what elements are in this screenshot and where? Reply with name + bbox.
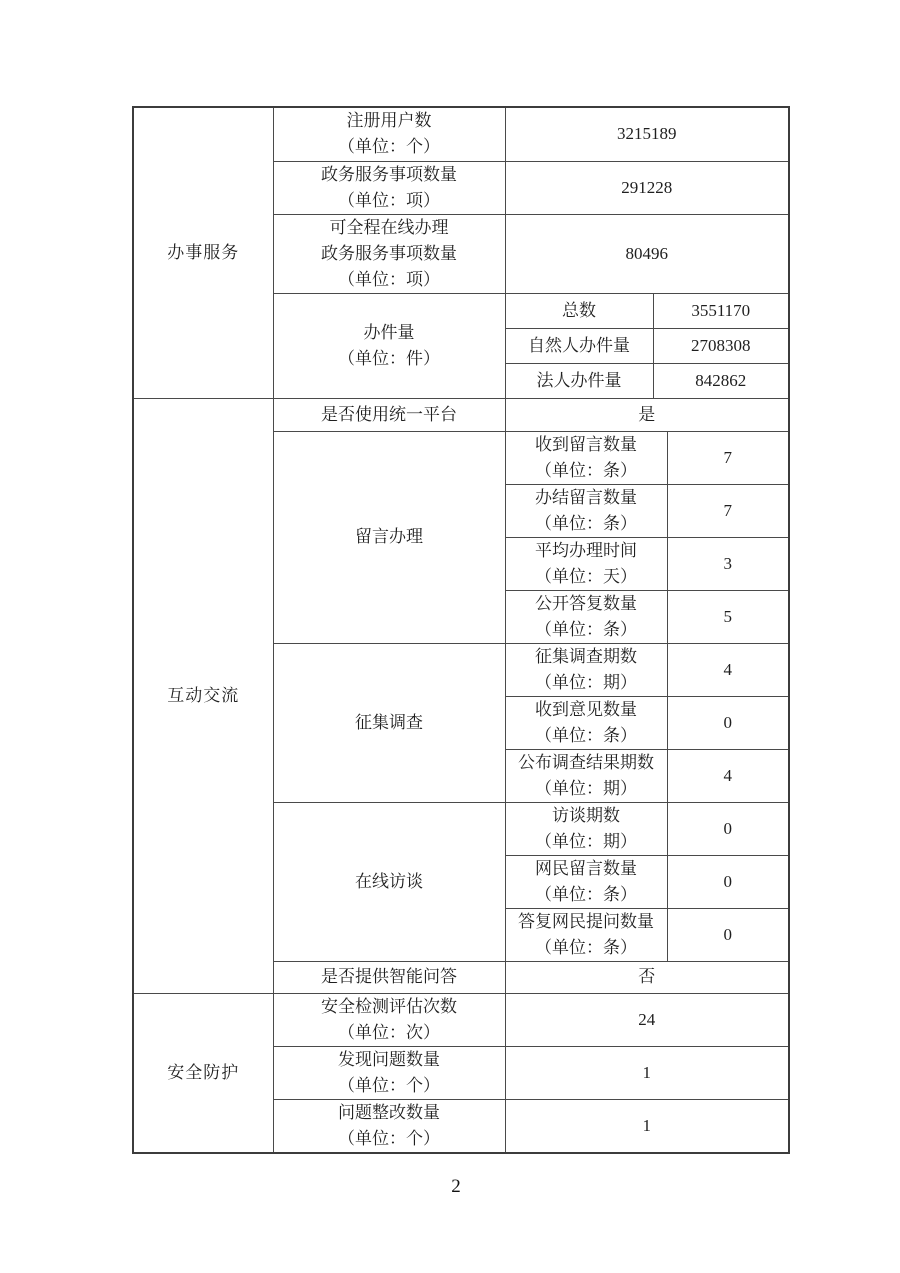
group-label-message-handling: 留言办理 [273, 431, 505, 643]
row-label-security-assessments [273, 993, 505, 1046]
row-unit-line: （单位：期） [535, 831, 637, 851]
value-service-items: 291228 [505, 161, 789, 214]
subrow-value-interview-periods: 0 [667, 802, 789, 855]
subrow-value-public-replies: 5 [667, 590, 789, 643]
row-label-smart-qa: 是否提供智能问答 [273, 961, 505, 993]
group-label-interview: 在线访谈 [273, 802, 505, 961]
subrow-label-netizen-questions-answered [505, 908, 667, 961]
row-label-line: 收到意见数量 [535, 699, 637, 719]
table-row [133, 107, 789, 161]
subrow-value-survey-periods: 4 [667, 643, 789, 696]
row-unit-line: （单位：条） [535, 937, 637, 957]
subrow-value-total: 3551170 [653, 293, 789, 328]
row-label-line: 收到留言数量 [535, 434, 637, 454]
subrow-label-average-handling-time [505, 537, 667, 590]
value-full-online-items: 80496 [505, 214, 789, 293]
row-unit-line: （单位：条） [535, 725, 637, 745]
group-label-survey: 征集调查 [273, 643, 505, 802]
subrow-value-opinions-received: 0 [667, 696, 789, 749]
value-problems-found: 1 [505, 1046, 789, 1099]
row-unit-line: （单位：个） [338, 1075, 440, 1095]
row-label-line: 安全检测评估次数 [321, 996, 457, 1016]
value-security-assessments: 24 [505, 993, 789, 1046]
row-unit-line: （单位：期） [535, 778, 637, 798]
table-row [133, 398, 789, 431]
row-label-line: 答复网民提问数量 [518, 911, 654, 931]
row-unit-line: （单位：天） [535, 566, 637, 586]
value-smart-qa: 否 [505, 961, 789, 993]
page-number: 2 [451, 1176, 461, 1197]
row-label-service-items [273, 161, 505, 214]
subrow-value-results-published: 4 [667, 749, 789, 802]
subrow-label-results-published [505, 749, 667, 802]
subrow-label-interview-periods [505, 802, 667, 855]
value-problems-rectified: 1 [505, 1099, 789, 1153]
row-label-case-volume [273, 293, 505, 398]
subrow-label-netizen-messages [505, 855, 667, 908]
subrow-label-messages-resolved [505, 484, 667, 537]
row-label-full-online-items [273, 214, 505, 293]
row-unit-line: （单位：项） [338, 269, 440, 289]
subrow-label-legal-person: 法人办件量 [505, 363, 653, 398]
subrow-value-average-handling-time: 3 [667, 537, 789, 590]
row-unit-line: （单位：条） [535, 884, 637, 904]
row-label-unified-platform: 是否使用统一平台 [273, 398, 505, 431]
subrow-value-netizen-messages: 0 [667, 855, 789, 908]
row-label-registered-users [273, 107, 505, 161]
row-label-line: 可全程在线办理 [329, 217, 449, 237]
row-label-line: 公布调查结果期数 [518, 752, 654, 772]
row-unit-line: （单位：条） [535, 460, 637, 480]
section-label-security: 安全防护 [133, 993, 273, 1153]
row-label-problems-rectified [273, 1099, 505, 1153]
row-label-line: 办件量 [363, 322, 415, 342]
row-label-line: 政务服务事项数量 [321, 243, 457, 263]
subrow-value-messages-resolved: 7 [667, 484, 789, 537]
row-unit-line: （单位：项） [338, 190, 440, 210]
row-label-line: 办结留言数量 [535, 487, 637, 507]
subrow-label-public-replies [505, 590, 667, 643]
value-unified-platform: 是 [505, 398, 789, 431]
row-label-line: 平均办理时间 [535, 540, 637, 560]
subrow-label-total: 总数 [505, 293, 653, 328]
row-unit-line: （单位：件） [338, 348, 440, 368]
subrow-value-natural-person: 2708308 [653, 328, 789, 363]
row-label-line: 网民留言数量 [535, 858, 637, 878]
row-label-problems-found [273, 1046, 505, 1099]
row-unit-line: （单位：次） [338, 1022, 440, 1042]
row-unit-line: （单位：个） [338, 1128, 440, 1148]
subrow-label-messages-received [505, 431, 667, 484]
subrow-value-legal-person: 842862 [653, 363, 789, 398]
subrow-value-messages-received: 7 [667, 431, 789, 484]
subrow-label-opinions-received [505, 696, 667, 749]
row-unit-line: （单位：条） [535, 513, 637, 533]
section-label-interaction: 互动交流 [133, 398, 273, 993]
subrow-label-survey-periods [505, 643, 667, 696]
annual-report-table [132, 106, 790, 1154]
row-label-line: 注册用户数 [346, 111, 432, 131]
row-unit-line: （单位：条） [535, 619, 637, 639]
row-label-line: 政务服务事项数量 [321, 164, 457, 184]
row-label-line: 问题整改数量 [338, 1102, 440, 1122]
section-label-service: 办事服务 [133, 107, 273, 398]
table-row [133, 993, 789, 1046]
row-label-line: 发现问题数量 [338, 1049, 440, 1069]
subrow-value-netizen-questions-answered: 0 [667, 908, 789, 961]
row-label-line: 公开答复数量 [535, 593, 637, 613]
subrow-label-natural-person: 自然人办件量 [505, 328, 653, 363]
row-label-line: 访谈期数 [552, 805, 620, 825]
value-registered-users: 3215189 [505, 107, 789, 161]
row-unit-line: （单位：个） [338, 137, 440, 157]
row-unit-line: （单位：期） [535, 672, 637, 692]
row-label-line: 征集调查期数 [535, 646, 637, 666]
